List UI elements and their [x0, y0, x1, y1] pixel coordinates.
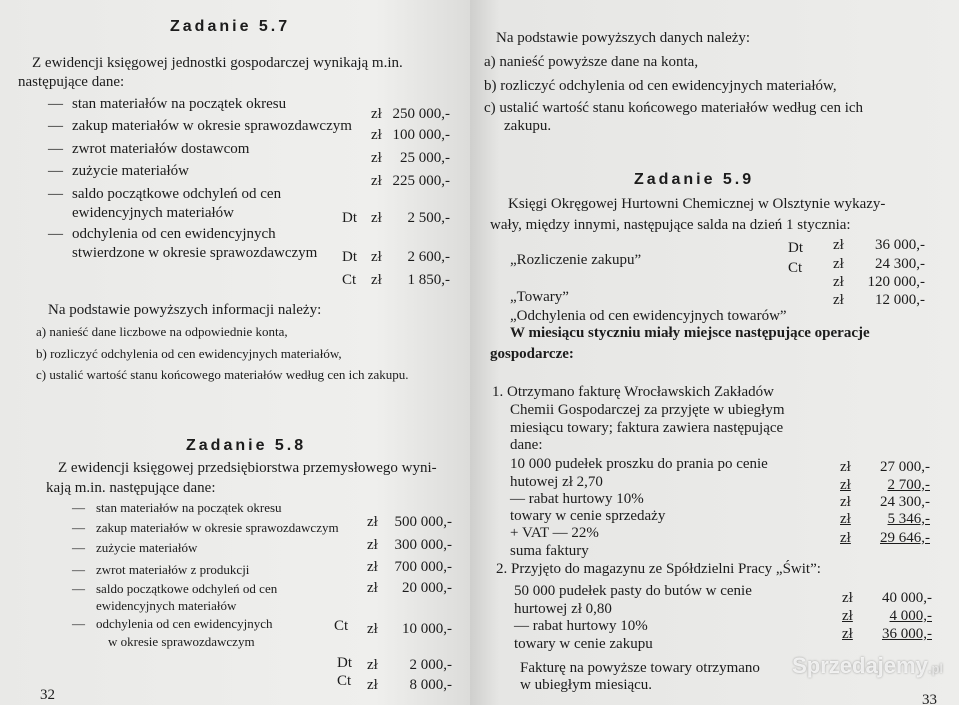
- op2-note: w ubiegłym miesiącu.: [520, 677, 653, 693]
- item-side: Ct: [334, 618, 349, 634]
- item-amount: 500 000,-: [394, 514, 452, 530]
- item-label: zużycie materiałów: [96, 540, 198, 555]
- item-cur: zł: [371, 210, 382, 226]
- page-number: 32: [40, 687, 55, 703]
- z57-title: Zadanie 5.7: [170, 18, 291, 35]
- op2-detail: hurtowej zł 0,80: [514, 601, 612, 617]
- z57-task-a: a) nanieść dane liczbowe na odpowiednie konta,: [36, 324, 288, 339]
- item-cur: zł: [371, 127, 382, 143]
- cont-task-b: b) rozliczyć odchylenia od cen ewidencyjnych materiałów,: [484, 78, 837, 94]
- account-purchase-settlement: „Rozliczenie zakupu”: [510, 252, 642, 268]
- z58-intro-2: kają m.in. następujące dane:: [46, 480, 216, 496]
- balance-side: Dt: [788, 240, 803, 256]
- op1-detail: 10 000 pudełek proszku do prania po cenie: [510, 456, 768, 472]
- op1-line-4: dane:: [510, 437, 543, 453]
- z57-intro-2: następujące dane:: [18, 74, 125, 90]
- item-label: zakup materiałów w okresie sprawozdawczym: [72, 118, 352, 134]
- item-label: stan materiałów na początek okresu: [72, 96, 287, 112]
- page-number: 33: [922, 692, 937, 705]
- account-goods: „Towary”: [510, 289, 569, 305]
- balance-amount: 120 000,-: [867, 274, 925, 290]
- op1-detail: suma faktury: [510, 543, 589, 559]
- amount-value: 27 000,-: [880, 459, 930, 475]
- z57-task-b: b) rozliczyć odchylenia od cen ewidencyjnych materiałów,: [36, 346, 342, 361]
- item-label-2: w okresie sprawozdawczym: [108, 634, 255, 649]
- op1-detail: — rabat hurtowy 10%: [510, 491, 644, 507]
- z59-title: Zadanie 5.9: [634, 171, 755, 188]
- item-cur: zł: [367, 657, 378, 673]
- amount-cur: zł: [840, 494, 851, 510]
- item-label: saldo początkowe odchyleń od cen: [72, 186, 282, 202]
- dash: —: [48, 96, 63, 112]
- balance-cur: zł: [833, 256, 844, 272]
- balance-cur: zł: [833, 237, 844, 253]
- item-amount: 250 000,-: [392, 106, 450, 122]
- dash: —: [48, 163, 63, 179]
- item-label: odchylenia od cen ewidencyjnych: [72, 226, 276, 242]
- z59-intro-2: wały, między innymi, następujące salda na dzień 1 stycznia:: [490, 217, 851, 233]
- item-cur: zł: [367, 559, 378, 575]
- dash: —: [48, 186, 63, 202]
- item-side: Ct: [342, 272, 357, 288]
- z58-intro-1: Z ewidencji księgowej przedsiębiorstwa przemysłowego wyni-: [58, 460, 437, 476]
- balance-amount: 24 300,-: [875, 256, 925, 272]
- balance-cur: zł: [833, 274, 844, 290]
- amount-cur: zł: [842, 626, 853, 642]
- balance-amount: 36 000,-: [875, 237, 925, 253]
- item-amount: 2 500,-: [407, 210, 450, 226]
- amount-cur: zł: [840, 530, 851, 546]
- dash: —: [48, 118, 63, 134]
- dash: —: [72, 540, 85, 555]
- item-cur: zł: [371, 272, 382, 288]
- dash: —: [72, 500, 85, 515]
- dash: —: [72, 520, 85, 535]
- cont-instruction: Na podstawie powyższych danych należy:: [496, 30, 751, 46]
- item-amount: 8 000,-: [409, 677, 452, 693]
- item-label-2: ewidencyjnych materiałów: [96, 598, 237, 613]
- item-cur: zł: [367, 514, 378, 530]
- item-amount: 300 000,-: [394, 537, 452, 553]
- watermark-brand: Sprzedajemy: [792, 653, 928, 678]
- item-amount: 25 000,-: [400, 150, 450, 166]
- item-cur: zł: [367, 621, 378, 637]
- account-price-deviations: „Odchylenia od cen ewidencyjnych towarów”: [510, 308, 787, 324]
- op2-detail: 50 000 pudełek pasty do butów w cenie: [514, 583, 752, 599]
- watermark-logo: [792, 653, 943, 679]
- item-label: saldo początkowe odchyleń od cen: [96, 581, 278, 596]
- cont-task-c: c) ustalić wartość stanu końcowego materiałów według cen ich: [484, 100, 864, 116]
- amount-value: 29 646,-: [880, 530, 930, 546]
- amount-cur: zł: [842, 590, 853, 606]
- item-amount: 700 000,-: [394, 559, 452, 575]
- z58-title: Zadanie 5.8: [186, 437, 307, 454]
- balance-side: Ct: [788, 260, 803, 276]
- item-cur: zł: [367, 537, 378, 553]
- amount-cur: zł: [840, 459, 851, 475]
- balance-cur: zł: [833, 292, 844, 308]
- item-cur: zł: [371, 150, 382, 166]
- amount-value: 40 000,-: [882, 590, 932, 606]
- operations-heading-1: W miesiącu styczniu miały miejsce następujące operacje: [510, 325, 870, 341]
- op2-detail: towary w cenie zakupu: [514, 636, 653, 652]
- item-label-2: stwierdzone w okresie sprawozdawczym: [72, 245, 318, 261]
- item-side: Dt: [337, 655, 352, 671]
- item-cur: zł: [371, 173, 382, 189]
- item-label: zwrot materiałów dostawcom: [72, 141, 250, 157]
- amount-value: 2 700,-: [887, 477, 930, 493]
- item-label: zakup materiałów w okresie sprawozdawczym: [96, 520, 339, 535]
- op1-line-3: miesiącu towary; faktura zawiera następujące: [510, 420, 784, 436]
- dash: —: [48, 141, 63, 157]
- op1-detail: + VAT — 22%: [510, 525, 599, 541]
- item-side: Dt: [342, 210, 357, 226]
- amount-value: 5 346,-: [887, 511, 930, 527]
- dash: —: [48, 226, 63, 242]
- watermark-tld: .pl: [927, 661, 943, 676]
- item-label: stan materiałów na początek okresu: [96, 500, 282, 515]
- amount-cur: zł: [840, 477, 851, 493]
- op1-line-2: Chemii Gospodarczej za przyjęte w ubiegłym: [510, 402, 785, 418]
- op1-line-1: 1. Otrzymano fakturę Wrocławskich Zakładów: [492, 384, 774, 400]
- amount-cur: zł: [842, 608, 853, 624]
- item-label: zwrot materiałów z produkcji: [96, 562, 250, 577]
- item-amount: 10 000,-: [402, 621, 452, 637]
- right-page: [470, 0, 959, 705]
- z59-intro-1: Księgi Okręgowej Hurtowni Chemicznej w Olsztynie wykazy-: [508, 196, 886, 212]
- dash: —: [72, 616, 85, 631]
- item-cur: zł: [367, 677, 378, 693]
- dash: —: [72, 581, 85, 596]
- item-label: odchylenia od cen ewidencyjnych: [96, 616, 273, 631]
- item-amount: 100 000,-: [392, 127, 450, 143]
- op2-line: 2. Przyjęto do magazynu ze Spółdzielni Pracy „Świt”:: [496, 561, 821, 577]
- op2-note: Fakturę na powyższe towary otrzymano: [520, 660, 760, 676]
- amount-cur: zł: [840, 511, 851, 527]
- item-amount: 20 000,-: [402, 580, 452, 596]
- amount-value: 4 000,-: [889, 608, 932, 624]
- cont-task-c-2: zakupu.: [504, 118, 552, 134]
- item-side: Dt: [342, 249, 357, 265]
- z57-instruction: Na podstawie powyższych informacji należy:: [48, 302, 322, 318]
- amount-value: 36 000,-: [882, 626, 932, 642]
- op1-detail: towary w cenie sprzedaży: [510, 508, 666, 524]
- item-cur: zł: [367, 580, 378, 596]
- item-cur: zł: [371, 249, 382, 265]
- z57-task-c: c) ustalić wartość stanu końcowego materiałów według cen ich zakupu.: [36, 367, 409, 382]
- operations-heading-2: gospodarcze:: [490, 346, 574, 362]
- amount-value: 24 300,-: [880, 494, 930, 510]
- left-page: [0, 0, 470, 705]
- item-label-2: ewidencyjnych materiałów: [72, 205, 235, 221]
- item-amount: 2 600,-: [407, 249, 450, 265]
- op1-detail: hutowej zł 2,70: [510, 474, 603, 490]
- item-side: Ct: [337, 673, 352, 689]
- item-cur: zł: [371, 106, 382, 122]
- item-amount: 225 000,-: [392, 173, 450, 189]
- balance-amount: 12 000,-: [875, 292, 925, 308]
- z57-intro-1: Z ewidencji księgowej jednostki gospodarczej wynikają m.in.: [32, 55, 403, 71]
- item-label: zużycie materiałów: [72, 163, 190, 179]
- cont-task-a: a) nanieść powyższe dane na konta,: [484, 54, 699, 70]
- op2-detail: — rabat hurtowy 10%: [514, 618, 648, 634]
- dash: —: [72, 562, 85, 577]
- item-amount: 2 000,-: [409, 657, 452, 673]
- item-amount: 1 850,-: [407, 272, 450, 288]
